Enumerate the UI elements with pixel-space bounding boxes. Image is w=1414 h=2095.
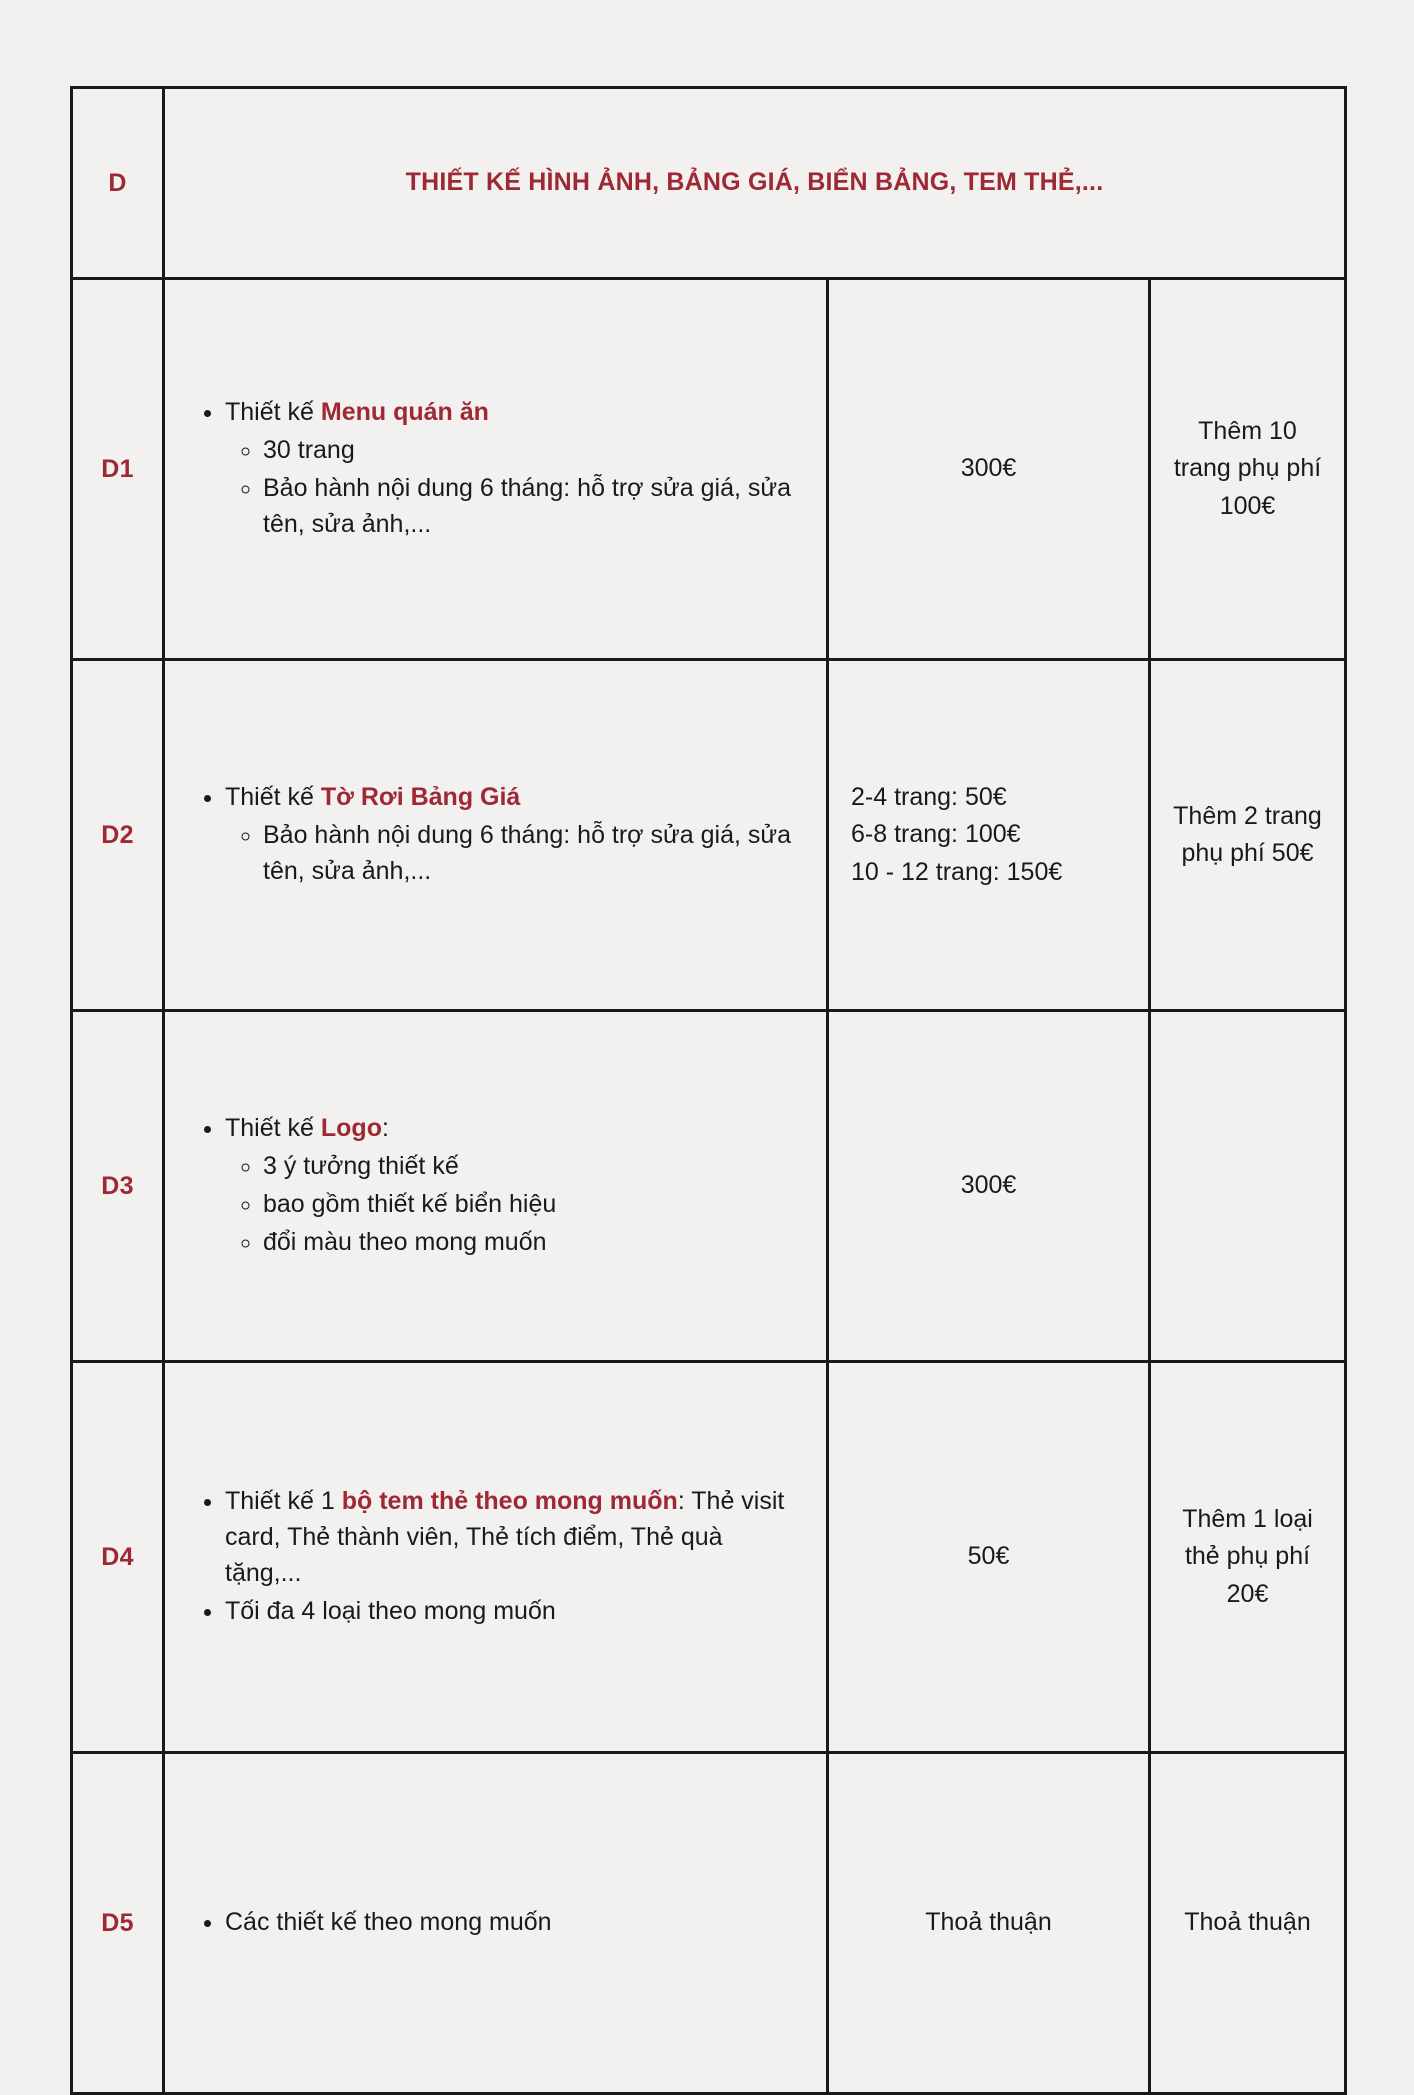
header-title-cell: THIẾT KẾ HÌNH ẢNH, BẢNG GIÁ, BIỂN BẢNG, TEM THẺ,...: [164, 88, 1346, 279]
list-item: ◦ 30 trang: [263, 432, 800, 468]
item-text: Thiết kế: [225, 397, 321, 426]
header-code-cell: D: [72, 88, 164, 279]
row-description-d2: [164, 660, 828, 1011]
table-row: [72, 1362, 1346, 1753]
table-row: [72, 279, 1346, 660]
item-highlight: Tờ Rơi Bảng Giá: [320, 782, 521, 811]
price-line: 6-8 trang: 100€: [851, 820, 1021, 849]
item-text-suffix: : Thẻ visit card, Thẻ thành viên, Thẻ tích điểm, Thẻ quà tặng,...: [225, 1486, 785, 1587]
row-code-d2: D2: [72, 660, 164, 1011]
row-price-d5: Thoả thuận: [828, 1753, 1150, 2094]
row-price-d1: 300€: [828, 279, 1150, 660]
table-row: [72, 660, 1346, 1011]
row-extra-d5: Thoả thuận: [1150, 1753, 1346, 2094]
row-price-d2: [828, 660, 1150, 1011]
item-text-suffix: :: [381, 1113, 389, 1142]
row-description-d1: [164, 279, 828, 660]
pricing-table: [70, 86, 1347, 2095]
table-row: [72, 1753, 1346, 2094]
row-code-d3: D3: [72, 1011, 164, 1362]
row-code-d5: D5: [72, 1753, 164, 2094]
price-line: 2-4 trang: 50€: [851, 782, 1007, 811]
list-item: ◦ 3 ý tưởng thiết kế: [263, 1148, 800, 1184]
list-item: [225, 1483, 800, 1592]
list-item: ◦ Bảo hành nội dung 6 tháng: hỗ trợ sửa giá, sửa tên, sửa ảnh,...: [263, 470, 800, 543]
item-text: Thiết kế: [225, 1113, 321, 1142]
item-highlight: bộ tem thẻ theo mong muốn: [341, 1486, 678, 1515]
item-text: Thiết kế 1: [225, 1486, 342, 1515]
row-extra-d2: Thêm 2 trang phụ phí 50€: [1150, 660, 1346, 1011]
list-item: [225, 394, 800, 543]
list-item: • Tối đa 4 loại theo mong muốn: [225, 1593, 800, 1629]
list-item: [225, 779, 800, 890]
row-price-d4: 50€: [828, 1362, 1150, 1753]
item-text: Thiết kế: [225, 782, 321, 811]
row-price-d3: 300€: [828, 1011, 1150, 1362]
list-item: [225, 1110, 800, 1261]
list-item: • Các thiết kế theo mong muốn: [225, 1904, 800, 1940]
row-description-d4: [164, 1362, 828, 1753]
table-row: [72, 1011, 1346, 1362]
row-extra-d3: [1150, 1011, 1346, 1362]
row-code-d1: D1: [72, 279, 164, 660]
list-item: ◦ bao gồm thiết kế biển hiệu: [263, 1186, 800, 1222]
table-header-row: [72, 88, 1346, 279]
row-description-d5: [164, 1753, 828, 2094]
item-highlight: Menu quán ăn: [320, 397, 489, 426]
row-extra-d1: Thêm 10 trang phụ phí 100€: [1150, 279, 1346, 660]
list-item: ◦ Bảo hành nội dung 6 tháng: hỗ trợ sửa giá, sửa tên, sửa ảnh,...: [263, 817, 800, 890]
row-extra-d4: Thêm 1 loại thẻ phụ phí 20€: [1150, 1362, 1346, 1753]
price-line: 10 - 12 trang: 150€: [851, 857, 1063, 886]
list-item: ◦ đổi màu theo mong muốn: [263, 1224, 800, 1260]
item-highlight: Logo: [320, 1113, 382, 1142]
row-code-d4: D4: [72, 1362, 164, 1753]
row-description-d3: [164, 1011, 828, 1362]
